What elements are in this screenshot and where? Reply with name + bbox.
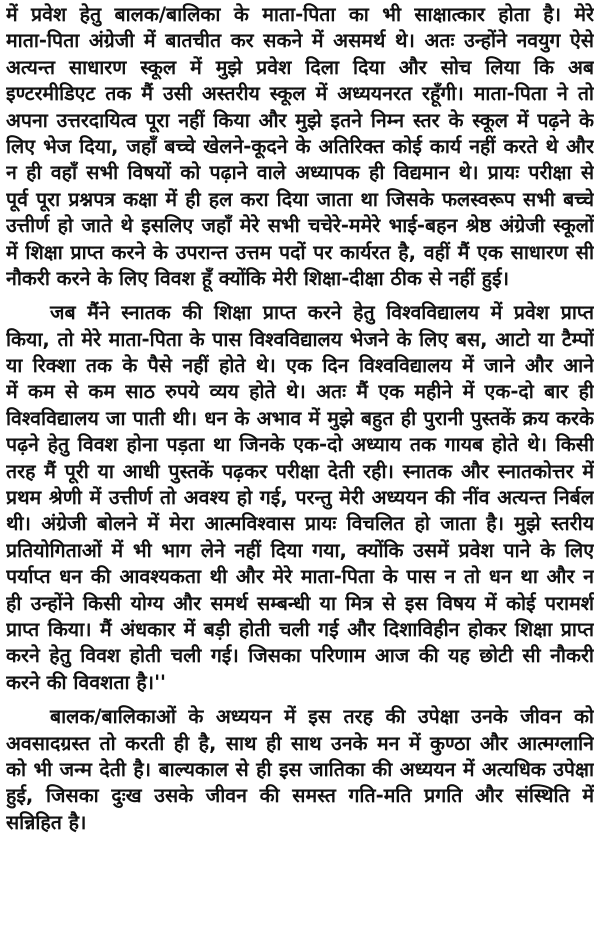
- text-line: में प्रवेश हेतु बालक/बालिका के माता-पिता का भी साक्षात्कार होता है। मेरे: [6, 3, 594, 26]
- text-line: लिए भेज दिया, जहाँ बच्चे खेलने-कूदने के अतिरिक्त कोई कार्य नहीं करते थे और: [6, 134, 594, 158]
- text-line: अवसादग्रस्त तो करती ही है, साथ ही साथ उनके मन में कुण्ठा और आत्मग्लानि: [6, 731, 594, 755]
- text-line: उत्तीर्ण हो जाते थे इसलिए जहाँ मेरे सभी चचेरे-ममेरे भाई-बहन श्रेष्ठ अंग्रेजी स्कूलों: [6, 214, 594, 238]
- text-line: माता-पिता अंग्रेजी में बातचीत कर सकने में असमर्थ थे। अतः उन्होंने नवयुग ऐसे: [6, 29, 594, 53]
- text-line: करने हेतु विवश होती चली गई। जिसका परिणाम आज की यह छोटी सी नौकरी: [6, 644, 594, 668]
- text-line: में शिक्षा प्राप्त करने के उपरान्त उत्तम पदों पर कार्यरत है, वहीं मैं एक साधारण सी: [6, 240, 594, 264]
- text-line: करने की विवशता है।'': [6, 670, 167, 694]
- text-line: हुई, जिसका दुःख उसके जीवन की समस्त गति-मति प्रगति और संस्थिति में: [6, 784, 594, 808]
- text-line: अपना उत्तरदायित्व पूरा नहीं किया और मुझे इतने निम्न स्तर के स्कूल में पढ़ने के: [6, 108, 594, 132]
- paragraph: [6, 2, 594, 292]
- text-line: किया, तो मेरे माता-पिता के पास विश्वविद्यालय भेजने के लिए बस, आटो या टैम्पों: [6, 327, 594, 351]
- text-line: सन्निहित है।: [6, 810, 87, 834]
- text-line: पूर्व पूरा प्रश्नपत्र कक्षा में ही हल करा दिया जाता था जिसके फलस्वरूप सभी बच्चे: [6, 187, 594, 211]
- text-line: को भी जन्म देती है। बाल्यकाल से ही इस जातिका की अध्ययन में अत्यधिक उपेक्षा: [6, 757, 594, 781]
- text-line: पढ़ने हेतु विवश होना पड़ता था जिनके एक-दो अध्याय तक गायब होते थे। किसी: [6, 433, 594, 457]
- text-line: विश्वविद्यालय जा पाती थी। धन के अभाव में मुझे बहुत ही पुरानी पुस्तकें क्रय करके: [6, 406, 594, 430]
- text-line: पर्याप्त धन की आवश्यकता थी और मेरे माता-पिता के पास न तो धन था और न: [6, 565, 594, 589]
- text-line: प्रतियोगिताओं में भी भाग लेने नहीं दिया गया, क्योंकि उसमें प्रवेश पाने के लिए: [6, 538, 594, 562]
- text-line: तरह मैं पूरी या आधी पुस्तकें पढ़कर परीक्षा देती रही। स्नातक और स्नातकोत्तर में: [6, 459, 594, 483]
- text-line: में कम से कम साठ रुपये व्यय होते थे। अतः मैं एक महीने में एक-दो बार ही: [6, 380, 594, 404]
- text-line: अत्यन्त साधारण स्कूल में मुझे प्रवेश दिला दिया और सोच लिया कि अब: [6, 55, 594, 79]
- text-line: न ही वहाँ सभी विषयों को पढ़ाने वाले अध्यापक ही विद्यमान थे। प्रायः परीक्षा से: [6, 161, 594, 185]
- paragraph: [6, 704, 594, 836]
- text-line: नौकरी करने के लिए विवश हूँ क्योंकि मेरी शिक्षा-दीक्षा ठीक से नहीं हुई।: [6, 266, 509, 290]
- text-line: प्राप्त किया। मैं अंधकार में बड़ी होती चली गई और दिशाविहीन होकर शिक्षा प्राप्त: [6, 617, 594, 641]
- text-line: ही उन्होंने किसी योग्य और समर्थ सम्बन्धी या मित्र से इस विषय में कोई परामर्श: [6, 591, 594, 615]
- text-line: जब मैंने स्नातक की शिक्षा प्राप्त करने हेतु विश्वविद्यालय में प्रवेश प्राप्त: [50, 301, 594, 325]
- text-line: थी। अंग्रेजी बोलने में मेरा आत्मविश्वास प्रायः विचलित हो जाता है। मुझे स्तरीय: [6, 512, 594, 536]
- text-line: इण्टरमीडिएट तक मैं उसी अस्तरीय स्कूल में अध्ययनरत रहूँगी। माता-पिता ने तो: [6, 82, 594, 106]
- paragraph: [6, 300, 594, 696]
- text-line: प्रथम श्रेणी में उत्तीर्ण तो अवश्य हो गई, परन्तु मेरी अध्ययन की नींव अत्यन्त निर्बल: [6, 486, 594, 510]
- text-line: बालक/बालिकाओं के अध्ययन में इस तरह की उपेक्षा उनके जीवन को: [50, 705, 594, 729]
- text-line: या रिक्शा तक के पैसे नहीं होते थे। एक दिन विश्वविद्यालय में जाने और आने: [6, 354, 594, 378]
